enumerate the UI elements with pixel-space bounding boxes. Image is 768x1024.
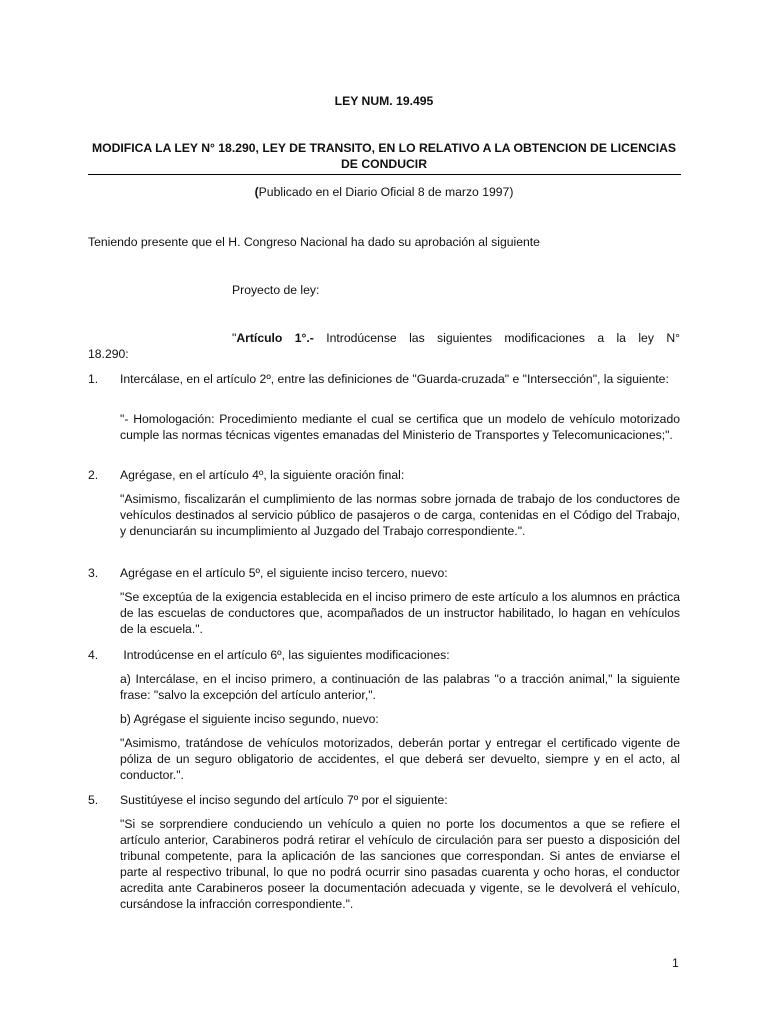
preamble-intro: Teniendo presente que el H. Congreso Nacional ha dado su aprobación al siguiente	[88, 235, 540, 249]
item-number: 5.	[88, 793, 99, 807]
item-quote: "Se exceptúa de la exigencia establecida en el inciso primero de este artículo a los alumnos en práctica de las escuelas de conductores que, acompañados de un instructor habilitado, lo hagan en vehículos de la escuela.".	[120, 590, 680, 636]
item-number: 2.	[88, 468, 99, 482]
item-quote: "Si se sorprendiere conduciendo un vehículo a quien no porte los documentos a que se refiere el artículo anterior, Carabineros podrá retirar el vehículo de circulación para ser puesto a disposición del tribunal competente, para la aplicación de las sanciones que correspondan. Si antes de enviarse el parte al respectivo tribunal, lo que no podrá ocurrir sino pasadas cuarenta y ocho horas, el conductor acredita ante Carabineros poseer la documentación adecuada y vigente, se le devolverá el vehículo, cursándose la infracción correspondiente.".	[120, 817, 680, 911]
publication-note	[0, 184, 768, 200]
article-label: Artículo 1°.-	[236, 331, 314, 345]
publication-paren: (	[254, 185, 259, 199]
item-quote: "Asimismo, fiscalizarán el cumplimiento de las normas sobre jornada de trabajo de los conductores de vehículos destinados al servicio público de pasajeros o de carga, contenidas en el Código del Trabajo, y denunciarán su incumplimiento al Juzgado del Trabajo correspondiente.".	[120, 492, 680, 538]
item-quote: "Asimismo, tratándose de vehículos motorizados, deberán portar y entregar el certificado vigente de póliza de un seguro obligatorio de accidentes, el que deberá ser devuelto, siempre y en el acto, al conductor.".	[120, 736, 680, 782]
item-number: 1.	[88, 372, 99, 386]
item-number: 4.	[88, 648, 99, 662]
title-divider	[88, 174, 681, 175]
item-text: Agrégase en el artículo 5º, el siguiente inciso tercero, nuevo:	[120, 566, 448, 580]
article-intro-text: Introdúcense las siguientes modificaciones a la ley N°	[313, 331, 680, 345]
article-open-quote: "	[232, 331, 237, 345]
article-1-heading	[232, 330, 680, 346]
article-law-reference: 18.290:	[88, 347, 129, 361]
item-text: Agrégase, en el artículo 4º, la siguiente oración final:	[120, 468, 405, 482]
item-sub-a: a) Intercálase, en el inciso primero, a continuación de las palabras "o a tracción animal," la siguiente frase: "salvo la excepción del artículo anterior,".	[120, 672, 680, 702]
publication-text: Publicado en el Diario Oficial 8 de marzo 1997)	[258, 185, 514, 199]
item-text: Sustitúyese el inciso segundo del artículo 7º por el siguiente:	[120, 793, 448, 807]
proyecto-heading: Proyecto de ley:	[232, 283, 320, 297]
item-text: Intercálase, en el artículo 2º, entre las definiciones de "Guarda-cruzada" e "Intersección", la siguiente:	[120, 372, 669, 386]
item-number: 3.	[88, 566, 99, 580]
item-quote: "- Homologación: Procedimiento mediante el cual se certifica que un modelo de vehículo motorizado cumple las normas técnicas vigentes emanadas del Ministerio de Transportes y Telecomunicaciones;".	[120, 412, 680, 442]
item-sub-b: b) Agrégase el siguiente inciso segundo, nuevo:	[120, 712, 379, 726]
law-title: LEY NUM. 19.495	[334, 94, 434, 108]
page-number: 1	[672, 956, 679, 970]
item-text: Introdúcense en el artículo 6º, las siguientes modificaciones:	[120, 648, 450, 662]
law-subtitle: MODIFICA LA LEY N° 18.290, LEY DE TRANSITO, EN LO RELATIVO A LA OBTENCION DE LICENCIAS DE CONDUCIR	[91, 141, 677, 171]
